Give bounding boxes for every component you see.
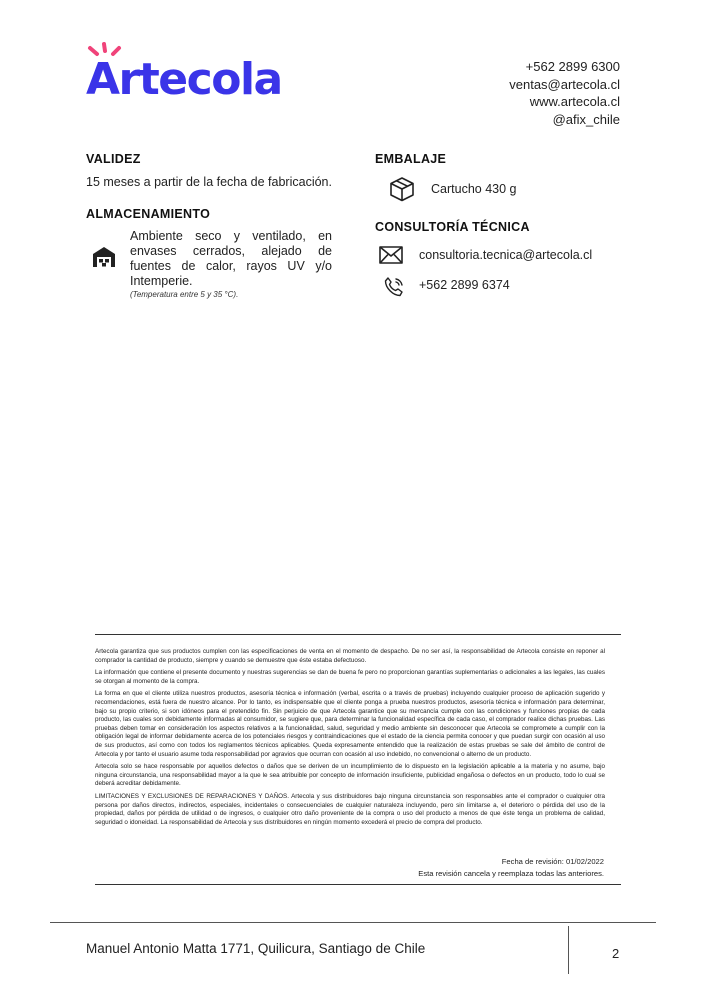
revision-info <box>418 856 604 880</box>
legal-top-divider <box>95 634 621 635</box>
legal-paragraph: La información que contiene el presente documento y nuestras sugerencias se dan de buena fe pero no proporcionan garantías suplementarias o adicionales a las legales, las cuales se otorgan al momento de la compra. <box>95 669 605 685</box>
revision-note: Esta revisión cancela y reemplaza todas las anteriores. <box>418 869 604 878</box>
storage-heading: ALMACENAMIENTO <box>86 207 211 221</box>
revision-line <box>418 856 604 868</box>
packaging-heading: EMBALAJE <box>375 152 447 166</box>
legal-paragraph: LIMITACIONES Y EXCLUSIONES DE REPARACIONES Y DAÑOS. Artecola y sus distribuidores bajo ninguna circunstancia son responsables ante el comprador o cualquier otra persona por daños directos, indirectos, especiales, incidentales o consecuenciales de cualquier naturaleza incluyendo, pero sin limitarse a, el deterioro o pérdida del uso de la propiedad, daños por pérdida de utilidad o de ingresos, o cualquier otro daño proveniente de la compra o uso del producto a menos de que éste tenga un problema de calidad, seguridad o idoneidad. La responsabilidad de Artecola y sus distribuidores en ningún momento excederá el precio de compra del producto. <box>95 792 605 826</box>
warehouse-icon <box>92 246 116 268</box>
storage-text-block <box>130 229 332 300</box>
consulting-email[interactable]: consultoria.tecnica@artecola.cl <box>419 248 593 262</box>
contact-block <box>509 58 620 128</box>
consulting-heading: CONSULTORÍA TÉCNICA <box>375 220 530 234</box>
brand-name: Artecola <box>86 54 282 105</box>
contact-email[interactable]: ventas@artecola.cl <box>509 76 620 92</box>
consulting-phone: +562 2899 6374 <box>419 278 510 292</box>
brand-logo <box>86 42 316 114</box>
contact-web[interactable]: www.artecola.cl <box>529 94 620 109</box>
footer-divider <box>50 922 656 923</box>
footer-address: Manuel Antonio Matta 1771, Quilicura, Santiago de Chile <box>86 941 426 956</box>
mail-icon <box>379 246 403 264</box>
validity-text: 15 meses a partir de la fecha de fabricación. <box>86 175 332 189</box>
contact-social: @afix_chile <box>552 111 620 127</box>
storage-text: Ambiente seco y ventilado, en envases cerrados, alejado de fuentes de calor, rayos UV y/o Intemperie. <box>130 229 332 288</box>
legal-paragraph: Artecola garantiza que sus productos cumplen con las especificaciones de venta en el momento de despacho. De no ser así, la responsabilidad de Artecola consiste en reponer al comprador la cantidad de producto, siempre y cuando se demuestre que éste estaba defectuoso. <box>95 648 605 664</box>
storage-note: (Temperatura entre 5 y 35 °C). <box>130 290 239 299</box>
legal-disclaimer <box>95 648 605 831</box>
page-number: 2 <box>612 946 620 961</box>
legal-bottom-divider <box>95 884 621 885</box>
revision-label: Fecha de revisión: <box>501 857 564 866</box>
legal-paragraph: La forma en que el cliente utiliza nuestros productos, asesoría técnica e información (verbal, escrita o a través de pruebas) incluyendo cualquier proceso de aplicación sugerido y recomendaciones, está fuera de nuestro alcance. Por lo tanto, es indispensable que el cliente ponga a prueba nuestros productos, asesoría técnica e información para determinar, bajo su propio criterio, si son idóneos para el pretendido fin. Sin perjuicio de que Artecola garantice que su mercancía cumple con las condiciones y funciones propias de cada producto, las cuales son debidamente informadas al consumidor, se sugiere que, para determinar la funcionalidad específica de cada caso, el comprador realice dichas pruebas. Las pruebas deben tomar en consideración los aspectos relativos a la funcionalidad, salud, seguridad y medio ambiente sin desconocer que Artecola se compromete a cumplir con la obligación legal de informar debidamente acerca de los potenciales riesgos y contraindicaciones que el estado de la ciencia permita conocer y que puedan surgir con ocasión al uso de sus productos, así como con todos los reglamentos técnicos aplicables. Queda expresamente entendido que la realización de estas pruebas se sale del ámbito de control de Artecola y por tanto el usuario asume toda responsabilidad por agravios que ocurran con ocasión al uso indebido, no convencional o alterno de un producto. <box>95 690 605 758</box>
footer-vertical-divider <box>568 926 569 974</box>
packaging-text: Cartucho 430 g <box>431 182 517 196</box>
revision-date: 01/02/2022 <box>565 857 604 866</box>
box-icon <box>389 176 415 202</box>
contact-phone: +562 2899 6300 <box>525 59 620 74</box>
legal-paragraph: Artecola solo se hace responsable por aquellos defectos o daños que se deriven de un incumplimiento de lo dispuesto en la legislación aplicable a la materia y no asume, bajo ninguna circunstancia, una responsabilidad mayor a la que le sea atribuible por concepto de información insuficiente, publicidad engañosa o defectos en un producto, todo lo cual se deberá acreditar debidamente. <box>95 763 605 788</box>
phone-icon <box>383 276 405 298</box>
validity-heading: VALIDEZ <box>86 152 141 166</box>
